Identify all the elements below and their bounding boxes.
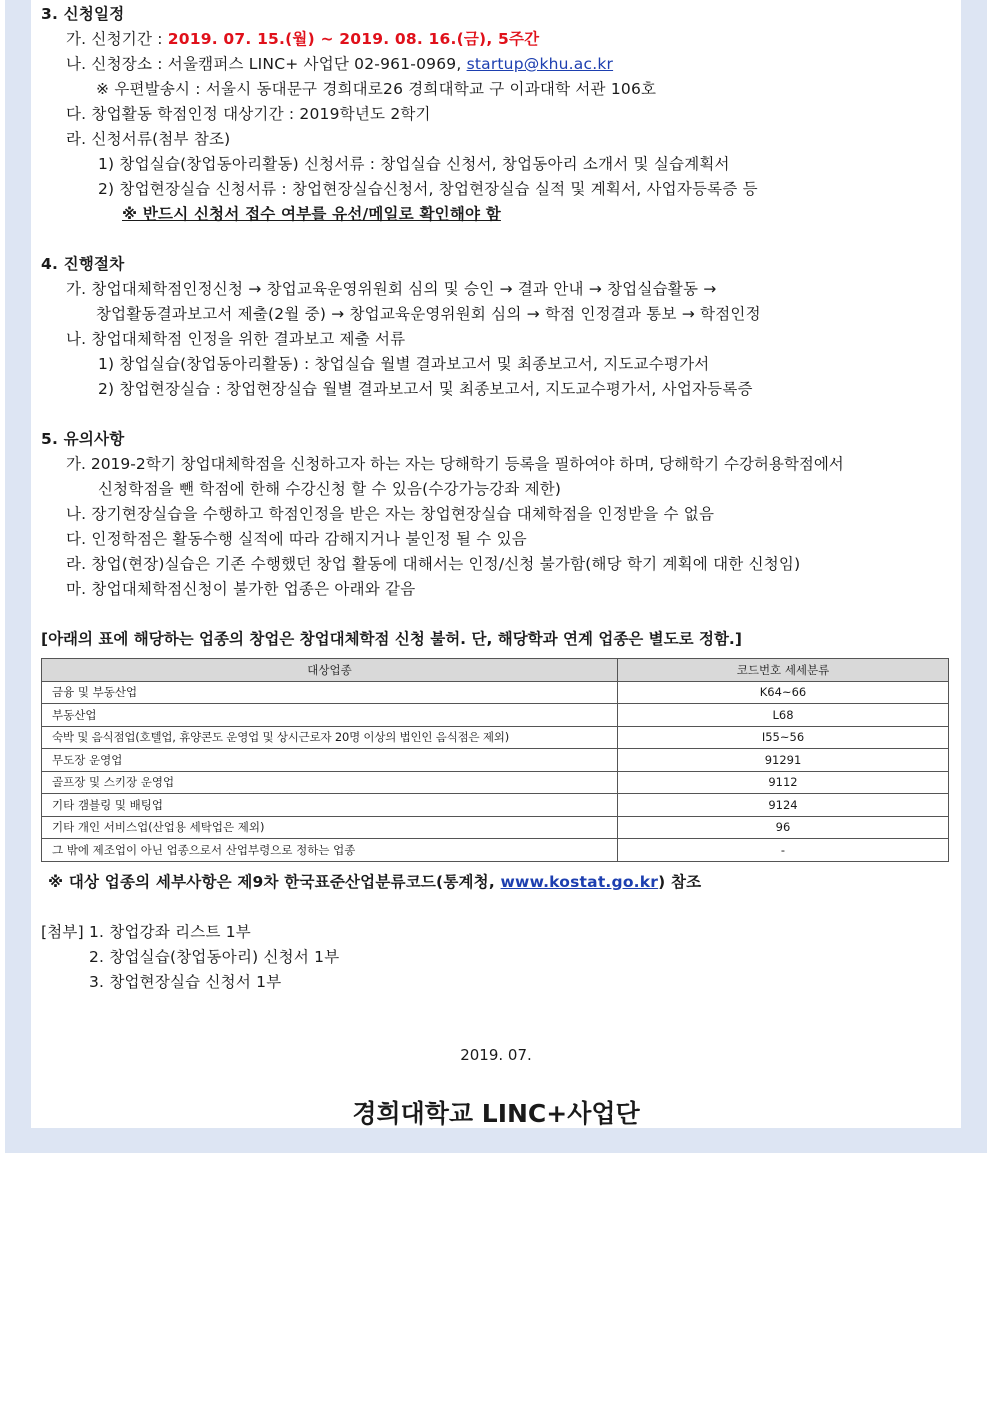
organization-name: 경희대학교 LINC+사업단: [352, 1099, 640, 1128]
attachment-2: 2. 창업실습(창업동아리) 신청서 1부: [89, 948, 340, 966]
documents-item-2: 2) 창업현장실습 신청서류 : 창업현장실습신청서, 창업현장실습 실적 및 계획서, 사업자등록증 등: [98, 180, 758, 198]
industry-cell: 기타 갬블링 및 배팅업: [42, 794, 618, 817]
code-cell: 91291: [618, 749, 949, 772]
notice-a-line-2: 신청학점을 뺀 학점에 한해 수강신청 할 수 있음(수강가능강좌 제한): [98, 480, 562, 498]
code-cell: K64~66: [618, 681, 949, 704]
table-note: [48, 871, 701, 893]
table-row: [42, 839, 949, 862]
table-row: [42, 726, 949, 749]
apply-period-label: 가. 신청기간 :: [66, 30, 168, 48]
code-cell: I55~56: [618, 726, 949, 749]
industry-cell: 금융 및 부동산업: [42, 681, 618, 704]
excluded-industry-table: [41, 658, 949, 862]
section-4-title: 4. 진행절차: [41, 255, 125, 273]
table-row: [42, 681, 949, 704]
kostat-link[interactable]: www.kostat.go.kr: [500, 873, 659, 891]
table-row: [42, 749, 949, 772]
documents-heading: 라. 신청서류(첨부 참조): [66, 130, 231, 148]
notice-e: 마. 창업대체학점신청이 불가한 업종은 아래와 같음: [66, 580, 416, 598]
documents-warning: ※ 반드시 신청서 접수 여부를 유선/메일로 확인해야 함: [122, 205, 501, 223]
report-docs-item-1: 1) 창업실습(창업동아리활동) : 창업실습 월별 결과보고서 및 최종보고서, 지도교수평가서: [98, 355, 710, 373]
table-header-row: [42, 659, 949, 682]
notice-d: 라. 창업(현장)실습은 기존 수행했던 창업 활동에 대해서는 인정/신청 불가함(해당 학기 계획에 대한 신청임): [66, 555, 801, 573]
credit-period: 다. 창업활동 학점인정 대상기간 : 2019학년도 2학기: [66, 105, 431, 123]
industry-cell: 그 밖에 제조업이 아닌 업종으로서 산업부령으로 정하는 업종: [42, 839, 618, 862]
issue-date: 2019. 07.: [460, 1046, 532, 1064]
notice-a-line-1: 가. 2019-2학기 창업대체학점을 신청하고자 하는 자는 당해학기 등록을 필하여야 하며, 당해학기 수강허용학점에서: [66, 455, 844, 473]
procedure-line-1: 가. 창업대체학점인정신청 → 창업교육운영위원회 심의 및 승인 → 결과 안내 → 창업실습활동 →: [66, 280, 717, 298]
table-row: [42, 816, 949, 839]
code-cell: L68: [618, 704, 949, 727]
report-docs-item-2: 2) 창업현장실습 : 창업현장실습 월별 결과보고서 및 최종보고서, 지도교수평가서, 사업자등록증: [98, 380, 753, 398]
industry-cell: 무도장 운영업: [42, 749, 618, 772]
apply-place: [66, 53, 613, 75]
industry-cell: 골프장 및 스키장 운영업: [42, 771, 618, 794]
apply-period: [66, 28, 539, 50]
header-code: 코드번호 세세분류: [618, 659, 949, 682]
code-cell: 96: [618, 816, 949, 839]
email-link[interactable]: startup@khu.ac.kr: [466, 55, 614, 73]
apply-place-label: 나. 신청장소 : 서울캠퍼스 LINC+ 사업단 02-961-0969,: [66, 55, 467, 73]
report-docs-heading: 나. 창업대체학점 인정을 위한 결과보고 제출 서류: [66, 330, 406, 348]
attachment-3: 3. 창업현장실습 신청서 1부: [89, 973, 282, 991]
section-5-title: 5. 유의사항: [41, 430, 125, 448]
table-row: [42, 704, 949, 727]
mail-note: ※ 우편발송시 : 서울시 동대문구 경희대로26 경희대학교 구 이과대학 서관 106호: [96, 80, 657, 98]
code-cell: 9124: [618, 794, 949, 817]
industry-cell: 부동산업: [42, 704, 618, 727]
procedure-line-2: 창업활동결과보고서 제출(2월 중) → 창업교육운영위원회 심의 → 학점 인정결과 통보 → 학점인정: [96, 305, 761, 323]
header-industry: 대상업종: [42, 659, 618, 682]
section-3-title: 3. 신청일정: [41, 5, 125, 23]
industry-cell: 기타 개인 서비스업(산업용 세탁업은 제외): [42, 816, 618, 839]
notice-c: 다. 인정학점은 활동수행 실적에 따라 감해지거나 불인정 될 수 있음: [66, 530, 527, 548]
table-note-text: ※ 대상 업종의 세부사항은 제9차 한국표준산업분류코드(통계청,: [48, 873, 501, 891]
code-cell: -: [618, 839, 949, 862]
table-caption: [아래의 표에 해당하는 업종의 창업은 창업대체학점 신청 불허. 단, 해당학과 연계 업종은 별도로 정함.]: [41, 630, 742, 648]
apply-period-value: 2019. 07. 15.(월) ~ 2019. 08. 16.(금), 5주간: [167, 30, 540, 48]
table-note-end: ) 참조: [658, 873, 702, 891]
table-row: [42, 794, 949, 817]
table-row: [42, 771, 949, 794]
documents-item-1: 1) 창업실습(창업동아리활동) 신청서류 : 창업실습 신청서, 창업동아리 소개서 및 실습계획서: [98, 155, 730, 173]
industry-cell: 숙박 및 음식점업(호텔업, 휴양콘도 운영업 및 상시근로자 20명 이상의 법인인 음식점은 제외): [42, 726, 618, 749]
notice-b: 나. 장기현장실습을 수행하고 학점인정을 받은 자는 창업현장실습 대체학점을 인정받을 수 없음: [66, 505, 715, 523]
attachment-1: [첨부] 1. 창업강좌 리스트 1부: [41, 923, 251, 941]
code-cell: 9112: [618, 771, 949, 794]
